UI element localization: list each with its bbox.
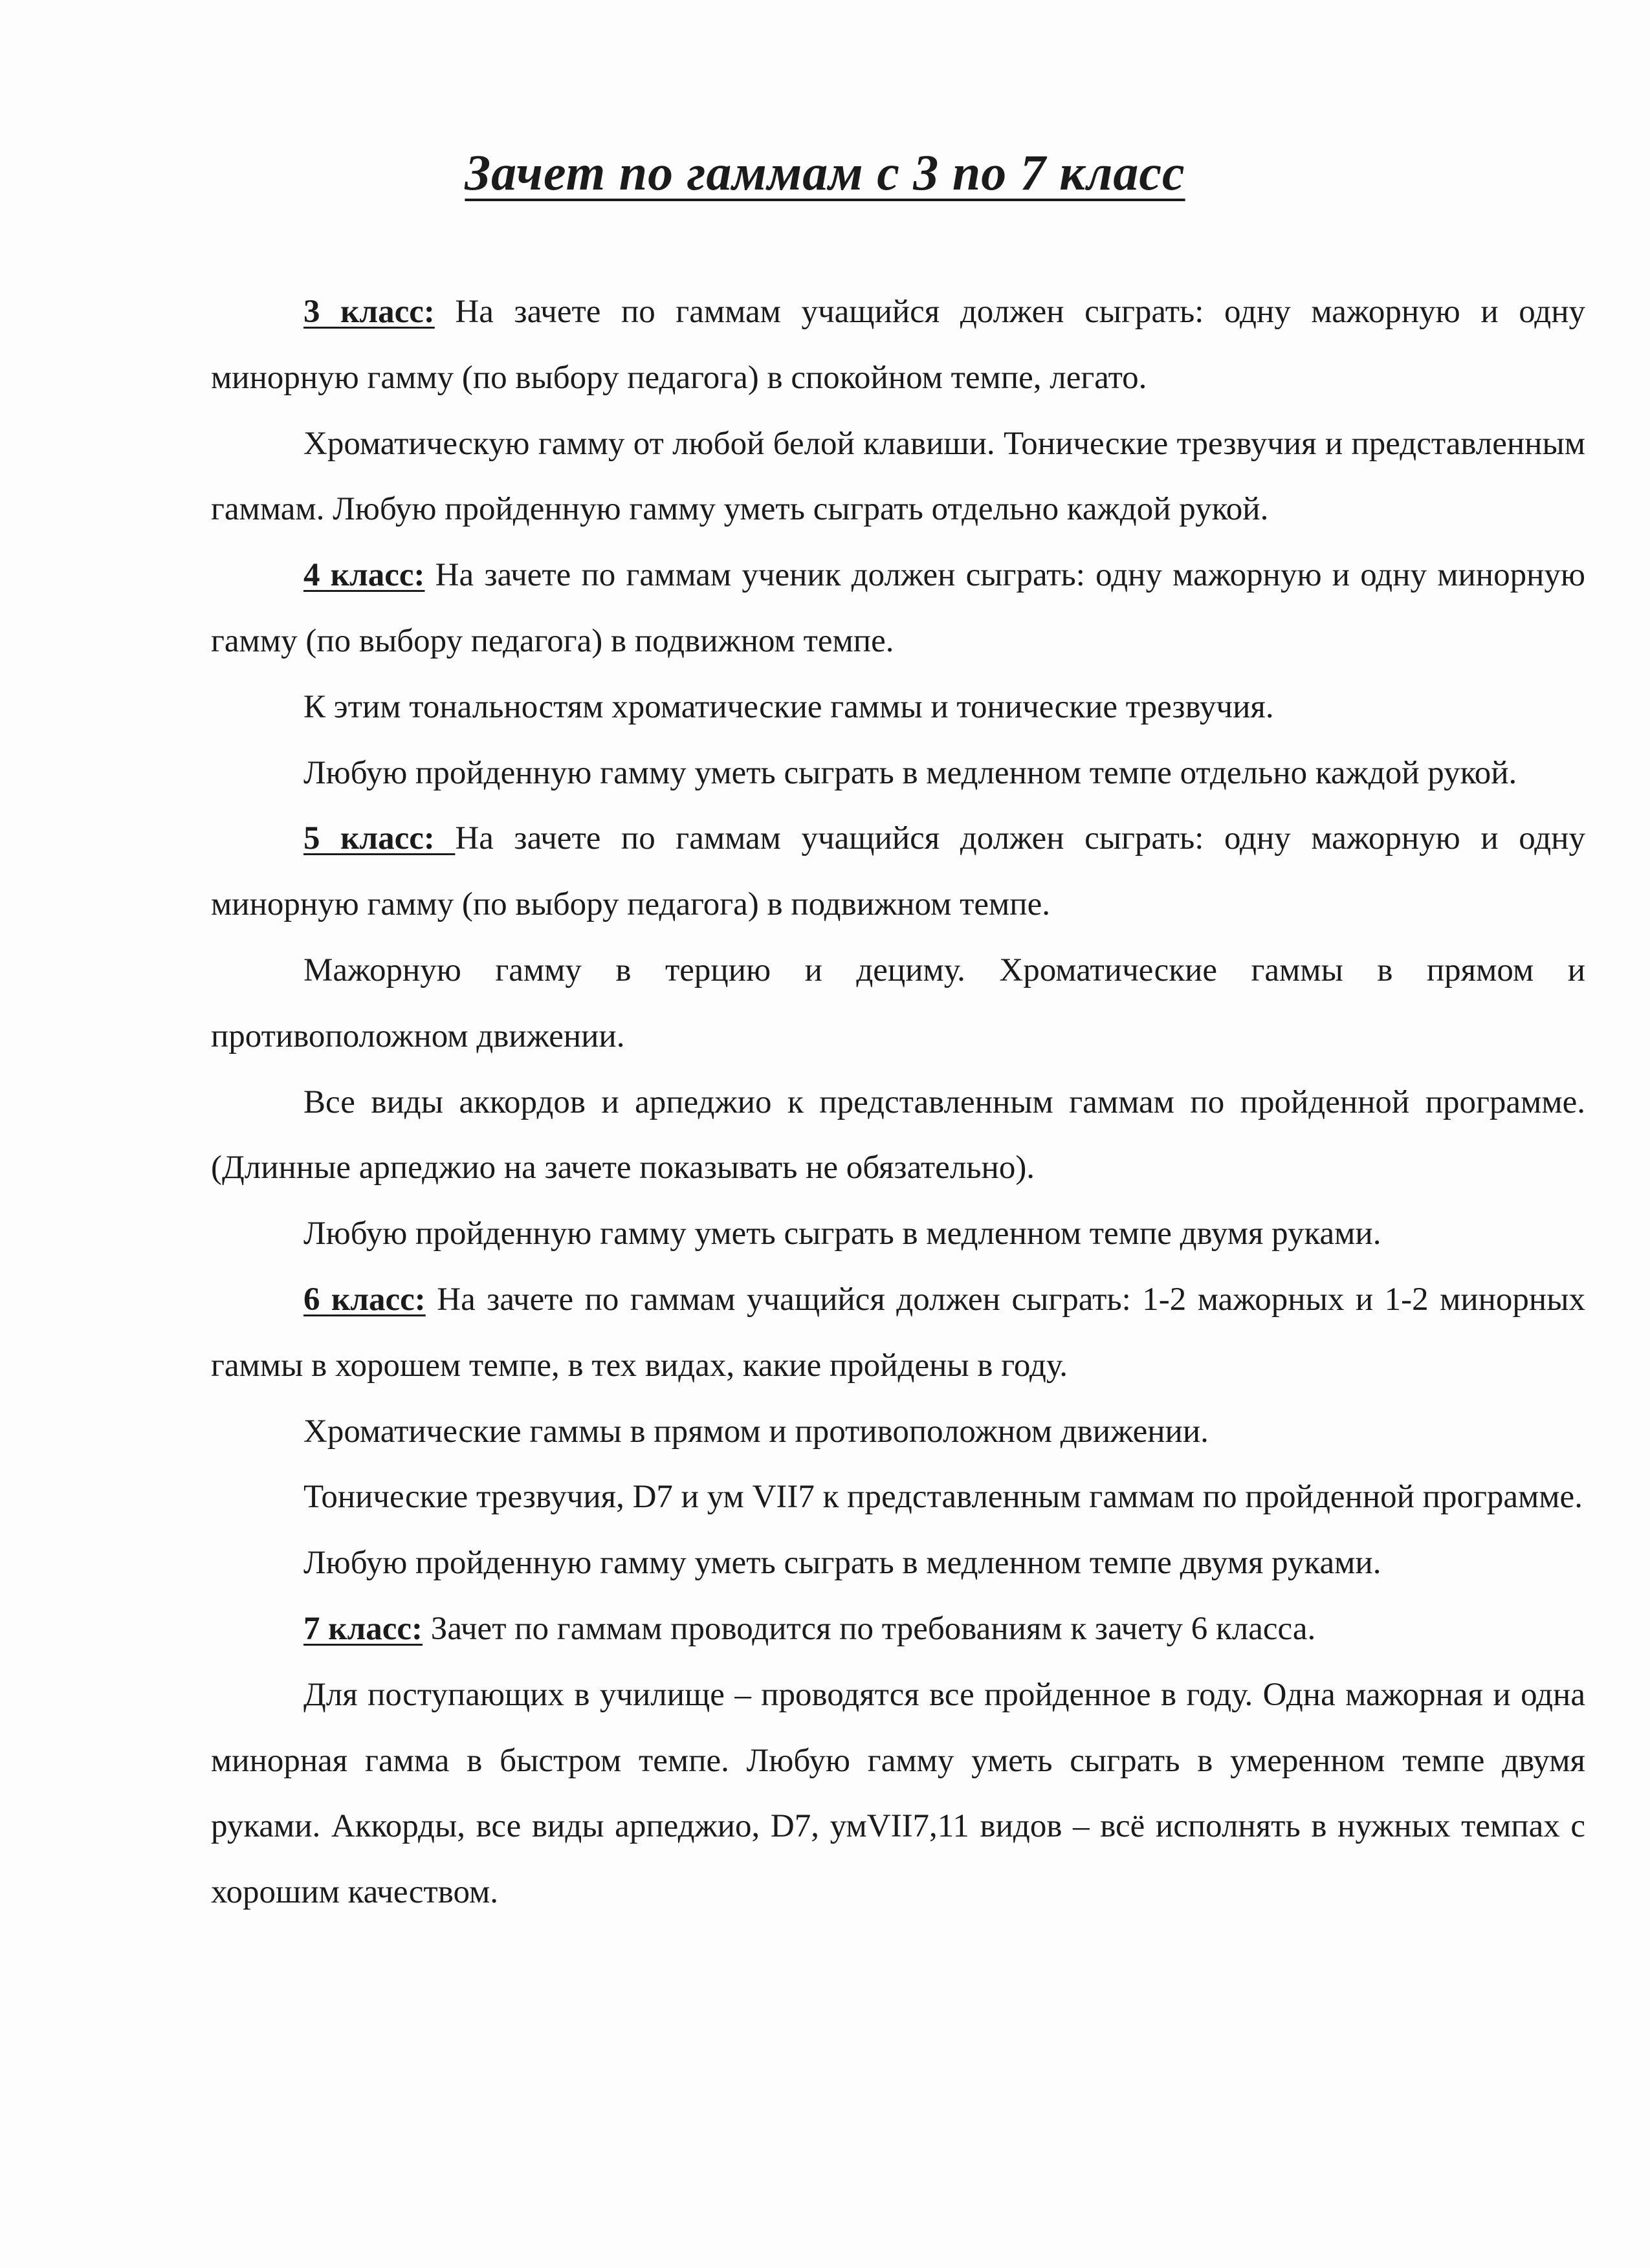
grade-3-text: На зачете по гаммам учащийся должен сыграть: одну мажорную и одну минорную гамму (по выбору педагога) в спокойном темпе, легато. [211,294,1585,396]
document-body [211,279,1585,1926]
grade-5-label: 5 класс: [303,820,456,857]
grade-6-paragraph: Тонические трезвучия, D7 и ум VII7 к представленным гаммам по пройденной программе. [303,1479,1583,1516]
grade-7-label: 7 класс: [303,1610,423,1647]
grade-3-intro [211,279,1585,411]
grade-5-text: На зачете по гаммам учащийся должен сыграть: одну мажорную и одну минорную гамму (по выбору педагога) в подвижном темпе. [211,820,1585,923]
grade-7-intro [211,1597,1585,1663]
grade-5-paragraph: Любую пройденную гамму уметь сыграть в медленном темпе двумя руками. [303,1216,1381,1252]
grade-5-intro [211,806,1585,938]
grade-6-paragraph: Хроматические гаммы в прямом и противоположном движении. [303,1413,1209,1450]
grade-5-paragraph: Мажорную гамму в терцию и дециму. Хроматические гаммы в прямом и противоположном движении. [211,952,1585,1054]
grade-7-paragraph: Для поступающих в училище – проводятся все пройденное в году. Одна мажорная и одна минорная гамма в быстром темпе. Любую гамму уметь сыграть в умеренном темпе двумя руками. Аккорды, все виды арпеджио, D7, умVII7,11 видов – всё исполнять в нужных темпах с хорошим качеством. [211,1676,1585,1911]
grade-4-label: 4 класс: [303,557,425,594]
document-title: Зачет по гаммам с 3 по 7 класс [465,144,1185,201]
grade-6-text: На зачете по гаммам учащийся должен сыграть: 1-2 мажорных и 1-2 минорных гаммы в хорошем темпе, в тех видах, какие пройдены в году. [211,1281,1585,1384]
grade-6-intro [211,1267,1585,1399]
grade-4-text: На зачете по гаммам ученик должен сыграть: одну мажорную и одну минорную гамму (по выбору педагога) в подвижном темпе. [211,557,1585,659]
grade-4-paragraph: Любую пройденную гамму уметь сыграть в медленном темпе отдельно каждой рукой. [303,754,1517,791]
grade-6-label: 6 класс: [303,1281,426,1318]
grade-6-paragraph: Любую пройденную гамму уметь сыграть в медленном темпе двумя руками. [303,1545,1381,1582]
grade-4-paragraph: К этим тональностям хроматические гаммы и тонические трезвучия. [303,688,1274,725]
grade-7-text: Зачет по гаммам проводится по требованиям к зачету 6 класса. [423,1610,1316,1647]
grade-3-label: 3 класс: [303,294,435,330]
grade-4-intro [211,543,1585,675]
grade-5-paragraph: Все виды аккордов и арпеджио к представленным гаммам по пройденной программе. (Длинные арпеджио на зачете показывать не обязательно). [211,1084,1585,1186]
grade-3-paragraph: Хроматическую гамму от любой белой клавиши. Тонические трезвучия и представленным гаммам. Любую пройденную гамму уметь сыграть отдельно каждой рукой. [211,425,1585,528]
